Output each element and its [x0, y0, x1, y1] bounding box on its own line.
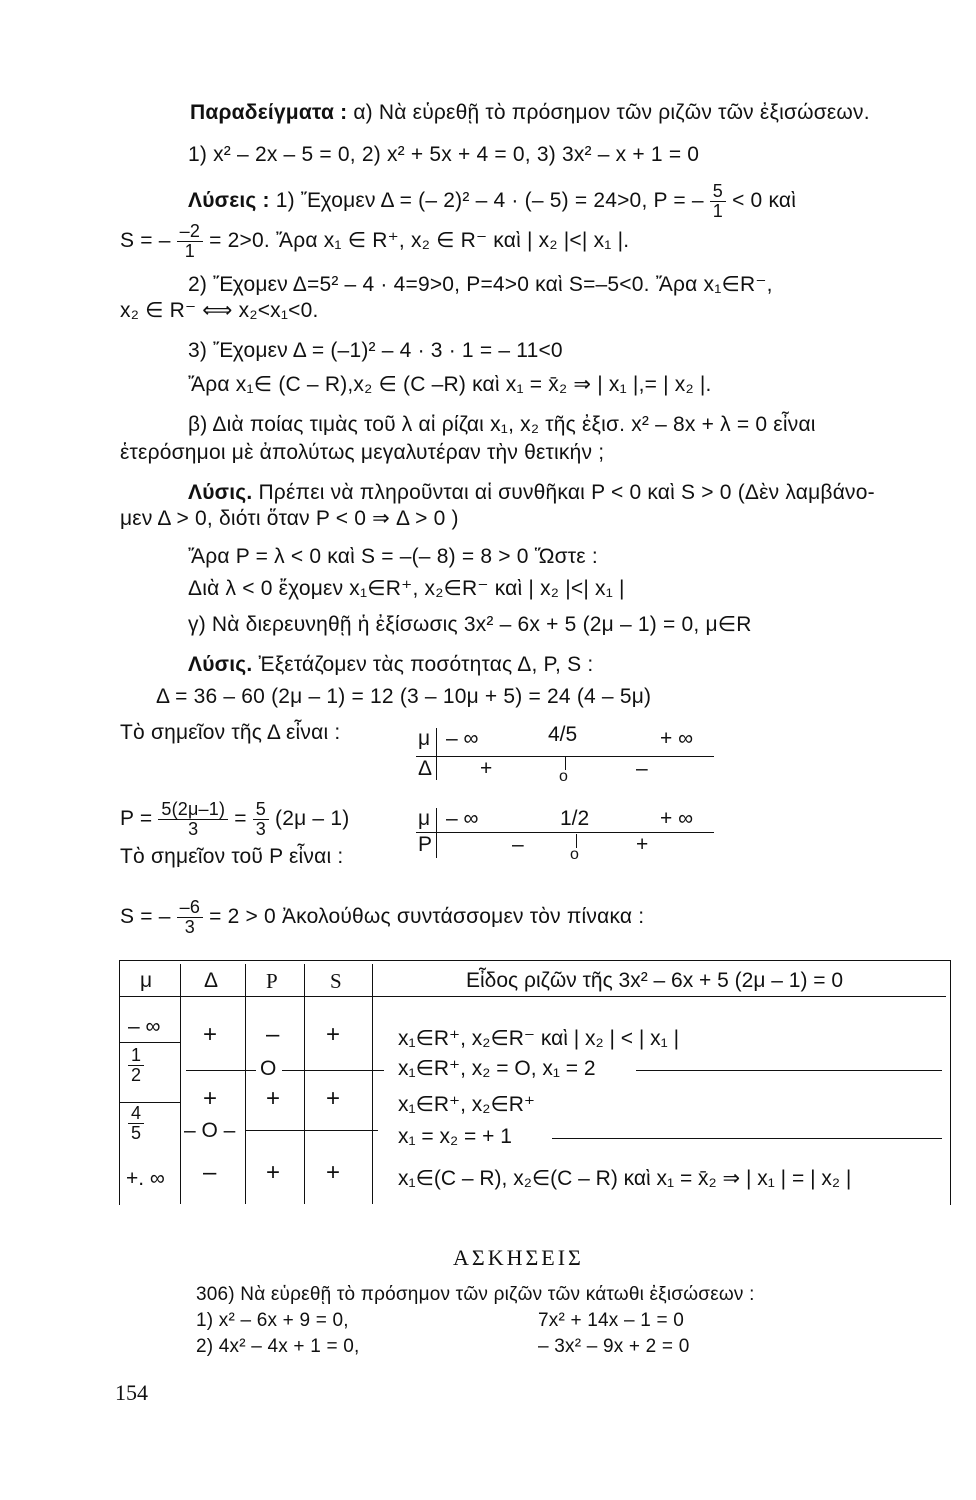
plus-infinity: + ∞ [660, 727, 694, 750]
solution-c-line [188, 652, 593, 678]
fraction-s [177, 222, 203, 261]
solution-b-text: Πρέπει νὰ πληροῦνται αἱ συνθῆκαι P < 0 καὶ S > 0 (Δὲν λαμβάνο- [258, 481, 875, 504]
root-value: 1/2 [560, 807, 590, 830]
fraction-p-1 [158, 800, 228, 839]
fraction-p [710, 182, 726, 221]
equals: = [234, 807, 247, 831]
row-delta: + [203, 1021, 218, 1048]
fraction-s-2 [177, 898, 203, 937]
solutions-line-1 [188, 182, 796, 221]
row-mu: +. ∞ [126, 1167, 165, 1190]
mu-fraction [128, 1046, 144, 1085]
exercise-1-right: 7x² + 14x – 1 = 0 [538, 1310, 684, 1331]
minus-infinity: – ∞ [446, 727, 479, 750]
exercise-2-right: – 3x² – 9x + 2 = 0 [538, 1336, 690, 1357]
solution-3-cont: Ἄρα x₁∈ (C – R),x₂ ∈ (C –R) καὶ x₁ = x̄₂ ⇒ | x₁ |,= | x₂ |. [188, 373, 712, 396]
zero-marker: o [570, 846, 579, 863]
row-kind: x₁ = x₂ = + 1 [398, 1125, 512, 1148]
row-rule [120, 1102, 180, 1103]
p-tail: (2μ – 1) [275, 807, 350, 831]
header-kind: Εἶδος ριζῶν τῆς 3x² – 6x + 5 (2μ – 1) = 0 [466, 969, 844, 992]
row-line-right [282, 1070, 384, 1071]
fraction-numerator: 1 [128, 1046, 144, 1066]
zero-marker: o [559, 768, 568, 785]
column-divider [304, 964, 305, 1204]
plus-infinity: + ∞ [660, 807, 694, 830]
fraction-p-2 [253, 800, 269, 839]
part-c-line: γ) Νὰ διερευνηθῇ ἡ ἐξίσωσις 3x² – 6x + 5 (2μ – 1) = 0, μ∈R [188, 613, 752, 636]
solution-c-text: Ἐξετάζομεν τὰς ποσότητας Δ, P, S : [258, 653, 594, 676]
solution-label: Λύσις. [188, 653, 253, 676]
solution-b-line [188, 480, 875, 506]
mu-label: μ [418, 727, 431, 750]
table-divider [436, 728, 437, 780]
table-divider [436, 808, 437, 858]
row-kind: x₁∈R⁺, x₂∈R⁻ καὶ | x₂ | < | x₁ | [398, 1027, 680, 1050]
s-tail: = 2 > 0 Ἀκολούθως συντάσσομεν τὸν πίνακα : [209, 905, 645, 929]
row-s: + [326, 1085, 341, 1112]
exercise-306-intro: 306) Νὰ εὑρεθῇ τὸ πρόσημον τῶν ριζῶν τῶν κάτωθι ἐξισώσεων : [196, 1284, 755, 1305]
row-delta-zero: – O – [184, 1119, 236, 1142]
fraction-denominator: 3 [255, 819, 266, 839]
mu-fraction [128, 1104, 144, 1143]
delta-label: Δ [418, 757, 433, 780]
minus-infinity: – ∞ [446, 807, 479, 830]
header-s: S [330, 969, 342, 993]
column-divider [245, 964, 246, 1204]
p-expression [120, 800, 349, 839]
sign-plus: + [480, 757, 493, 780]
fraction-denominator: 3 [184, 917, 195, 937]
part-b-line: β) Διὰ ποίας τιμὰς τοῦ λ αἱ ρίζαι x₁, x₂ τῆς ἐξισ. x² – 8x + λ = 0 εἶναι [188, 413, 816, 436]
s-head: S = – [120, 905, 171, 929]
fraction-denominator: 5 [131, 1123, 142, 1143]
fraction-numerator: 5 [253, 800, 269, 820]
row-mu [128, 1104, 144, 1143]
solution-1-text: 1) Ἔχομεν Δ = (– 2)² – 4 · (– 5) = 24>0, P = – [275, 189, 704, 213]
row-delta: + [203, 1085, 218, 1112]
p-label: P [418, 833, 433, 856]
s-head: S = – [120, 229, 171, 253]
header-delta: Δ [204, 969, 219, 992]
solution-2-line: 2) Ἔχομεν Δ=5² – 4 · 4=9>0, P=4>0 καὶ S=–5<0. Ἄρα x₁∈R⁻, [188, 273, 773, 296]
s-tail: = 2>0. Ἄρα x₁ ∈ R⁺, x₂ ∈ R⁻ καὶ | x₂ |<| x₁ |. [209, 229, 630, 253]
exercise-1-left: 1) x² – 6x + 9 = 0, [196, 1310, 349, 1331]
solution-3-line: 3) Ἔχομεν Δ = (–1)² – 4 · 3 · 1 = – 11<0 [188, 339, 563, 362]
examples-line [190, 100, 870, 126]
s-expression [120, 898, 644, 937]
header-p: P [266, 969, 278, 993]
examples-text: α) Νὰ εὑρεθῇ τὸ πρόσημον τῶν ριζῶν τῶν ἐξισώσεων. [353, 101, 870, 124]
delta-expression: Δ = 36 – 60 (2μ – 1) = 12 (3 – 10μ + 5) = 24 (4 – 5μ) [156, 685, 652, 708]
examples-label: Παραδείγματα : [190, 101, 348, 124]
delta-sign-label: Τὸ σημεῖον τῆς Δ εἶναι : [120, 721, 341, 744]
solution-label: Λύσις. [188, 481, 253, 504]
table-rule [416, 832, 714, 833]
row-extension-line [552, 1138, 942, 1139]
fraction-denominator: 2 [131, 1065, 142, 1085]
solution-b-therefore: Ἄρα P = λ < 0 καὶ S = –(– 8) = 8 > 0 Ὥστε : [188, 545, 598, 568]
fraction-denominator: 1 [712, 201, 724, 221]
solution-1-tail: < 0 καὶ [732, 189, 797, 213]
exercise-2-left: 2) 4x² – 4x + 1 = 0, [196, 1336, 360, 1357]
sign-plus: + [636, 833, 649, 856]
solutions-line-2 [120, 222, 629, 261]
exercises-heading: ΑΣΚΗΣΕΙΣ [453, 1245, 584, 1270]
solution-2-cont: x₂ ∈ R⁻ ⟺ x₂<x₁<0. [120, 299, 319, 322]
solution-b-cont: μεν Δ > 0, διότι ὅταν P < 0 ⇒ Δ > 0 ) [120, 507, 459, 530]
fraction-numerator: 4 [128, 1104, 144, 1124]
row-extension-line [636, 1070, 942, 1071]
row-p: – [266, 1021, 280, 1048]
row-p: + [266, 1159, 281, 1186]
column-divider [372, 964, 373, 1204]
root-value: 4/5 [548, 723, 578, 746]
row-kind: x₁∈R⁺, x₂∈R⁺ [398, 1093, 535, 1116]
row-mu [128, 1046, 144, 1085]
solutions-label: Λύσεις : [188, 189, 270, 213]
fraction-numerator: –6 [177, 898, 203, 918]
p-sign-label: Τὸ σημεῖον τοῦ P εἶναι : [120, 845, 344, 868]
part-b-cont: ἑτερόσημοι μὲ ἀπολύτως μεγαλυτέραν τὴν θετικήν ; [120, 441, 605, 464]
table-top-border [119, 960, 951, 961]
page-number: 154 [115, 1380, 148, 1405]
equations-list: 1) x² – 2x – 5 = 0, 2) x² + 5x + 4 = 0, 3) 3x² – x + 1 = 0 [188, 143, 700, 166]
fraction-denominator: 1 [184, 241, 195, 261]
sign-minus: – [512, 833, 524, 856]
row-p: O [260, 1057, 277, 1080]
column-divider [180, 964, 181, 1204]
fraction-numerator: 5 [710, 182, 726, 202]
row-kind: x₁∈R⁺, x₂ = O, x₁ = 2 [398, 1057, 596, 1080]
p-head: P = [120, 807, 153, 831]
fraction-numerator: 5(2μ–1) [158, 800, 228, 820]
row-line-left [186, 1070, 256, 1071]
header-mu: μ [140, 969, 153, 992]
row-mu: – ∞ [128, 1015, 161, 1038]
row-s: + [326, 1021, 341, 1048]
row-delta: – [203, 1159, 217, 1186]
row-kind: x₁∈(C – R), x₂∈(C – R) καὶ x₁ = x̄₂ ⇒ | x₁ | = | x₂ | [398, 1167, 852, 1190]
row-p: + [266, 1085, 281, 1112]
fraction-denominator: 3 [188, 819, 199, 839]
table-right-border [950, 960, 951, 1205]
row-line [246, 1130, 378, 1131]
header-rule [120, 996, 946, 997]
solution-b-result: Διὰ λ < 0 ἔχομεν x₁∈R⁺, x₂∈R⁻ καὶ | x₂ |<| x₁ | [188, 577, 625, 600]
row-rule [120, 1042, 180, 1043]
fraction-numerator: –2 [177, 222, 203, 242]
mu-label: μ [418, 807, 431, 830]
row-s: + [326, 1159, 341, 1186]
sign-minus: – [636, 757, 648, 780]
